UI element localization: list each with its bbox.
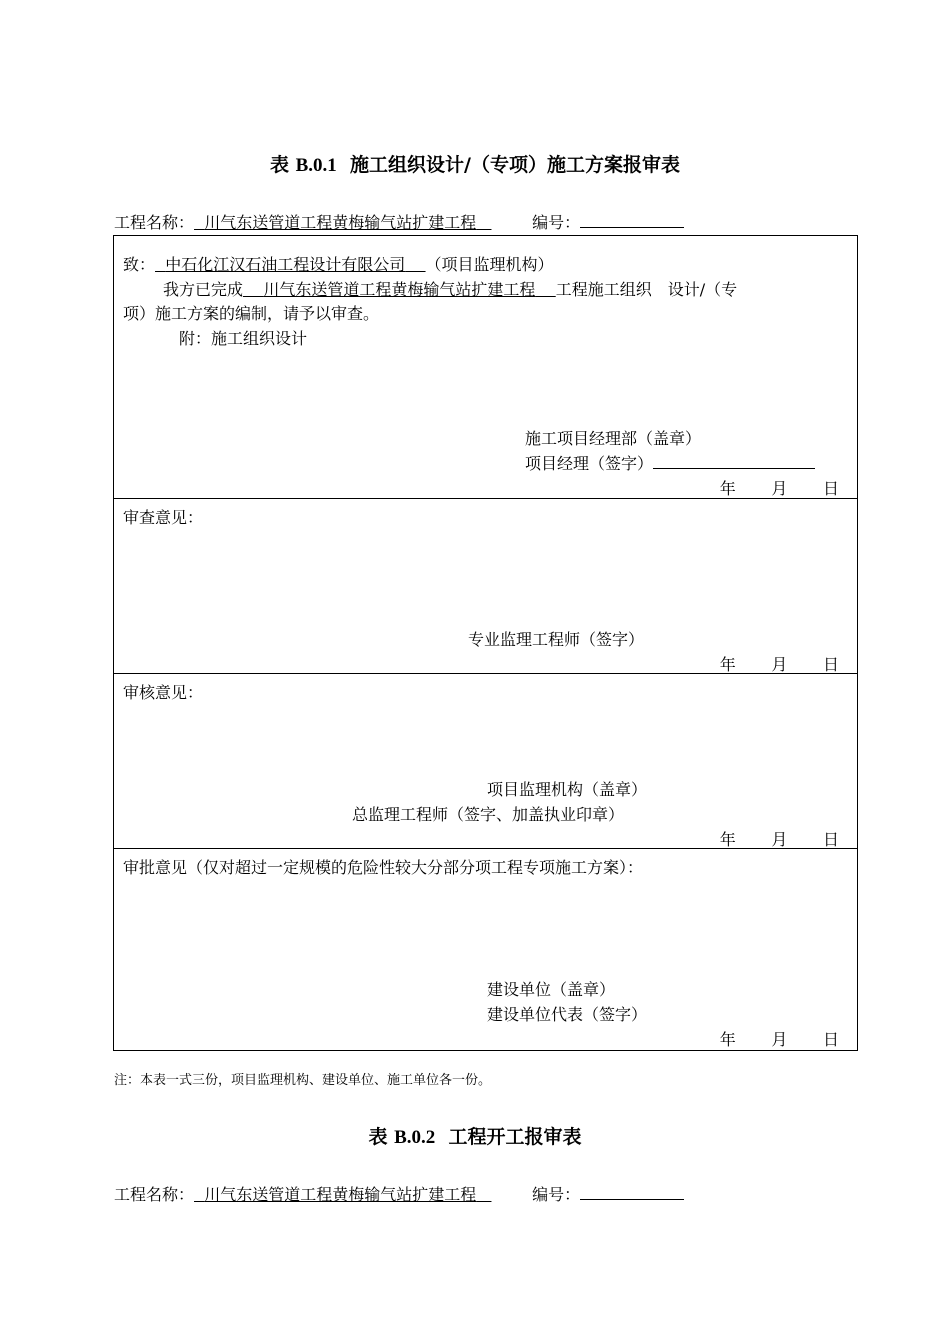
- review-label: 审查意见：: [123, 508, 204, 527]
- submission-section: [114, 236, 857, 499]
- form1-meta: [114, 210, 684, 233]
- form1-note: 注：本表一式三份，项目监理机构、建设单位、施工单位各一份。: [114, 1073, 492, 1088]
- pm-sign-line: [525, 451, 815, 474]
- month-label: 月: [771, 479, 788, 498]
- month-label: 月: [771, 830, 788, 849]
- number-field[interactable]: [580, 212, 684, 228]
- attachment: 附：施工组织设计: [179, 329, 308, 348]
- date-line-1: [720, 476, 839, 499]
- form2-title-prefix: 表: [368, 1126, 388, 1148]
- form1-title: [0, 150, 950, 177]
- audit-section: [114, 674, 857, 849]
- form1-title-code: B.0.1: [295, 155, 337, 176]
- supervisor-org: 项目监理机构（盖章）: [487, 780, 648, 799]
- body-line-2: 项）施工方案的编制，请予以审查。: [123, 304, 380, 323]
- year-label: 年: [719, 479, 736, 498]
- day-label: 日: [822, 479, 839, 498]
- to-line: [123, 252, 554, 275]
- date-line-4: [720, 1027, 839, 1050]
- project-name: 川气东送管道工程黄梅输气站扩建工程: [204, 1185, 477, 1204]
- number-field[interactable]: [580, 1184, 684, 1200]
- day-label: 日: [822, 655, 839, 674]
- form2-title: [0, 1122, 950, 1149]
- form1-title-prefix: 表: [269, 154, 289, 176]
- month-label: 月: [771, 655, 788, 674]
- pm-sign-label: 项目经理（签字）: [525, 454, 654, 473]
- project-label: 工程名称：: [114, 213, 195, 232]
- to-label: 致：: [123, 255, 156, 274]
- review-section: [114, 499, 857, 674]
- engineer-sign: 专业监理工程师（签字）: [468, 630, 645, 649]
- form2-meta: [114, 1182, 684, 1205]
- project-label: 工程名称：: [114, 1185, 195, 1204]
- form1-title-text: 施工组织设计/（专项）施工方案报审表: [350, 154, 680, 176]
- form1-table: [113, 235, 858, 1051]
- month-label: 月: [771, 1030, 788, 1049]
- pm-sign-field[interactable]: [653, 453, 815, 469]
- owner-org: 建设单位（盖章）: [487, 980, 616, 999]
- project-name: 川气东送管道工程黄梅输气站扩建工程: [204, 213, 477, 232]
- body-prefix: 我方已完成: [163, 280, 244, 299]
- approval-section: [114, 849, 857, 1050]
- body-project: 川气东送管道工程黄梅输气站扩建工程: [263, 280, 536, 299]
- date-line-3: [720, 827, 839, 850]
- owner-rep: 建设单位代表（签字）: [487, 1005, 648, 1024]
- number-label: 编号：: [532, 1185, 581, 1204]
- year-label: 年: [719, 830, 736, 849]
- year-label: 年: [719, 1030, 736, 1049]
- to-suffix: （项目监理机构）: [425, 255, 554, 274]
- form2-title-text: 工程开工报审表: [448, 1126, 582, 1148]
- audit-label: 审核意见：: [123, 683, 204, 702]
- day-label: 日: [822, 830, 839, 849]
- date-line-2: [720, 652, 839, 675]
- year-label: 年: [719, 655, 736, 674]
- body-line-1: [163, 277, 737, 300]
- day-label: 日: [822, 1030, 839, 1049]
- contractor-dept: 施工项目经理部（盖章）: [525, 429, 702, 448]
- number-label: 编号：: [532, 213, 581, 232]
- approve-label: 审批意见（仅对超过一定规模的危险性较大分部分项工程专项施工方案）：: [123, 858, 644, 877]
- body-mid: 工程施工组织 设计/（专: [555, 280, 738, 299]
- chief-sign: 总监理工程师（签字、加盖执业印章）: [352, 805, 625, 824]
- to-org: 中石化江汉石油工程设计有限公司: [165, 255, 406, 274]
- form2-title-code: B.0.2: [394, 1127, 436, 1148]
